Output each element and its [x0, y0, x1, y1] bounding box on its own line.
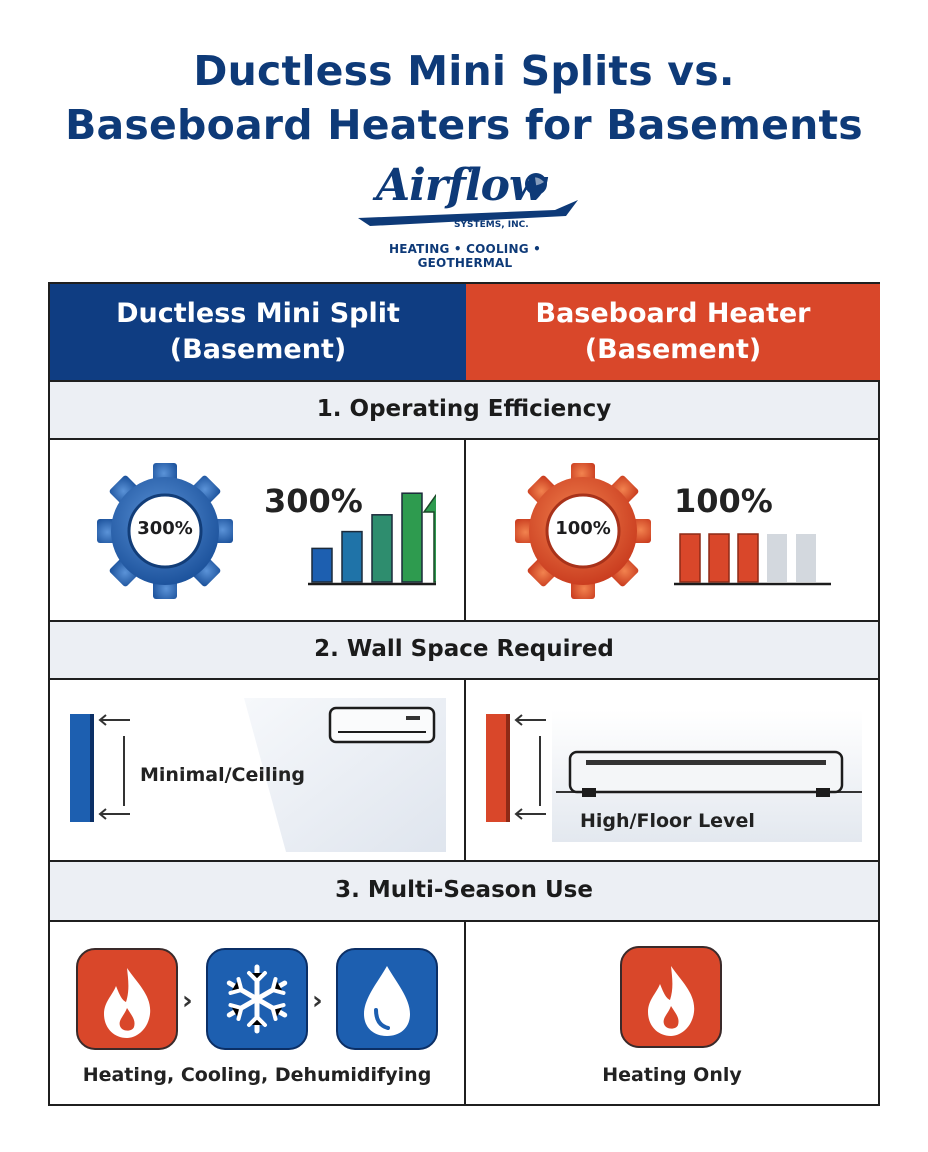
column-header-right-line1: Baseboard Heater [535, 298, 811, 329]
efficiency-value: 100% [674, 482, 773, 520]
efficiency-bar [680, 534, 700, 582]
logo-tagline: HEATING • COOLING • GEOTHERMAL [388, 242, 542, 270]
airflow-logo [340, 160, 590, 270]
efficiency-bar [342, 532, 362, 582]
wall-space-label: High/Floor Level [580, 810, 755, 832]
flame-icon [620, 946, 722, 1048]
efficiency-mini-split-cell [50, 440, 464, 620]
chevron-right-icon: › [182, 986, 193, 1016]
column-header-left-line2: (Basement) [169, 334, 347, 365]
title-line-2: Baseboard Heaters for Basements [65, 101, 863, 149]
section-efficiency-title: 1. Operating Efficiency [50, 380, 878, 440]
column-header-right-line2: (Basement) [584, 334, 762, 365]
logo-subname: SYSTEMS, INC. [454, 220, 529, 230]
column-divider [464, 922, 466, 1106]
multi-season-mini-split-cell [50, 922, 464, 1106]
efficiency-bar-chart [256, 470, 436, 590]
logo-wordmark: Airflow [376, 160, 546, 211]
multi-season-label: Heating Only [602, 1064, 742, 1086]
column-header-left-line1: Ductless Mini Split [116, 298, 400, 329]
multi-season-baseboard-cell [466, 922, 878, 1106]
multi-season-label: Heating, Cooling, Dehumidifying [82, 1064, 432, 1086]
column-header-baseboard [466, 284, 880, 380]
flame-icon [76, 948, 178, 1050]
efficiency-value: 300% [264, 482, 363, 520]
chevron-right-icon: › [312, 986, 323, 1016]
efficiency-bar [767, 534, 787, 582]
efficiency-bar-chart [662, 470, 832, 590]
comparison-table [48, 282, 880, 1106]
page-title [0, 44, 928, 152]
efficiency-bar [312, 548, 332, 582]
section-multi-season-title: 3. Multi-Season Use [50, 860, 878, 922]
baseboard-heater-icon [568, 748, 844, 800]
snowflake-icon [206, 948, 308, 1050]
wall-space-mini-split-cell [50, 680, 464, 860]
water-drop-icon [336, 948, 438, 1050]
trend-up-arrow-icon [424, 484, 436, 582]
efficiency-baseboard-cell [466, 440, 878, 620]
column-divider [464, 440, 466, 620]
section-wall-space-title: 2. Wall Space Required [50, 620, 878, 680]
efficiency-bar [402, 493, 422, 582]
wall-mounted-unit-icon [328, 706, 438, 748]
efficiency-bar [796, 534, 816, 582]
wall-space-baseboard-cell [466, 680, 878, 860]
column-header-mini-split [50, 284, 466, 380]
column-divider [464, 680, 466, 860]
wall-space-label: Minimal/Ceiling [140, 764, 306, 786]
title-line-1: Ductless Mini Splits vs. [193, 47, 735, 95]
efficiency-bar [709, 534, 729, 582]
efficiency-bar [372, 515, 392, 582]
gear-label: 100% [555, 518, 611, 539]
gear-label: 300% [137, 518, 193, 539]
efficiency-bar [738, 534, 758, 582]
